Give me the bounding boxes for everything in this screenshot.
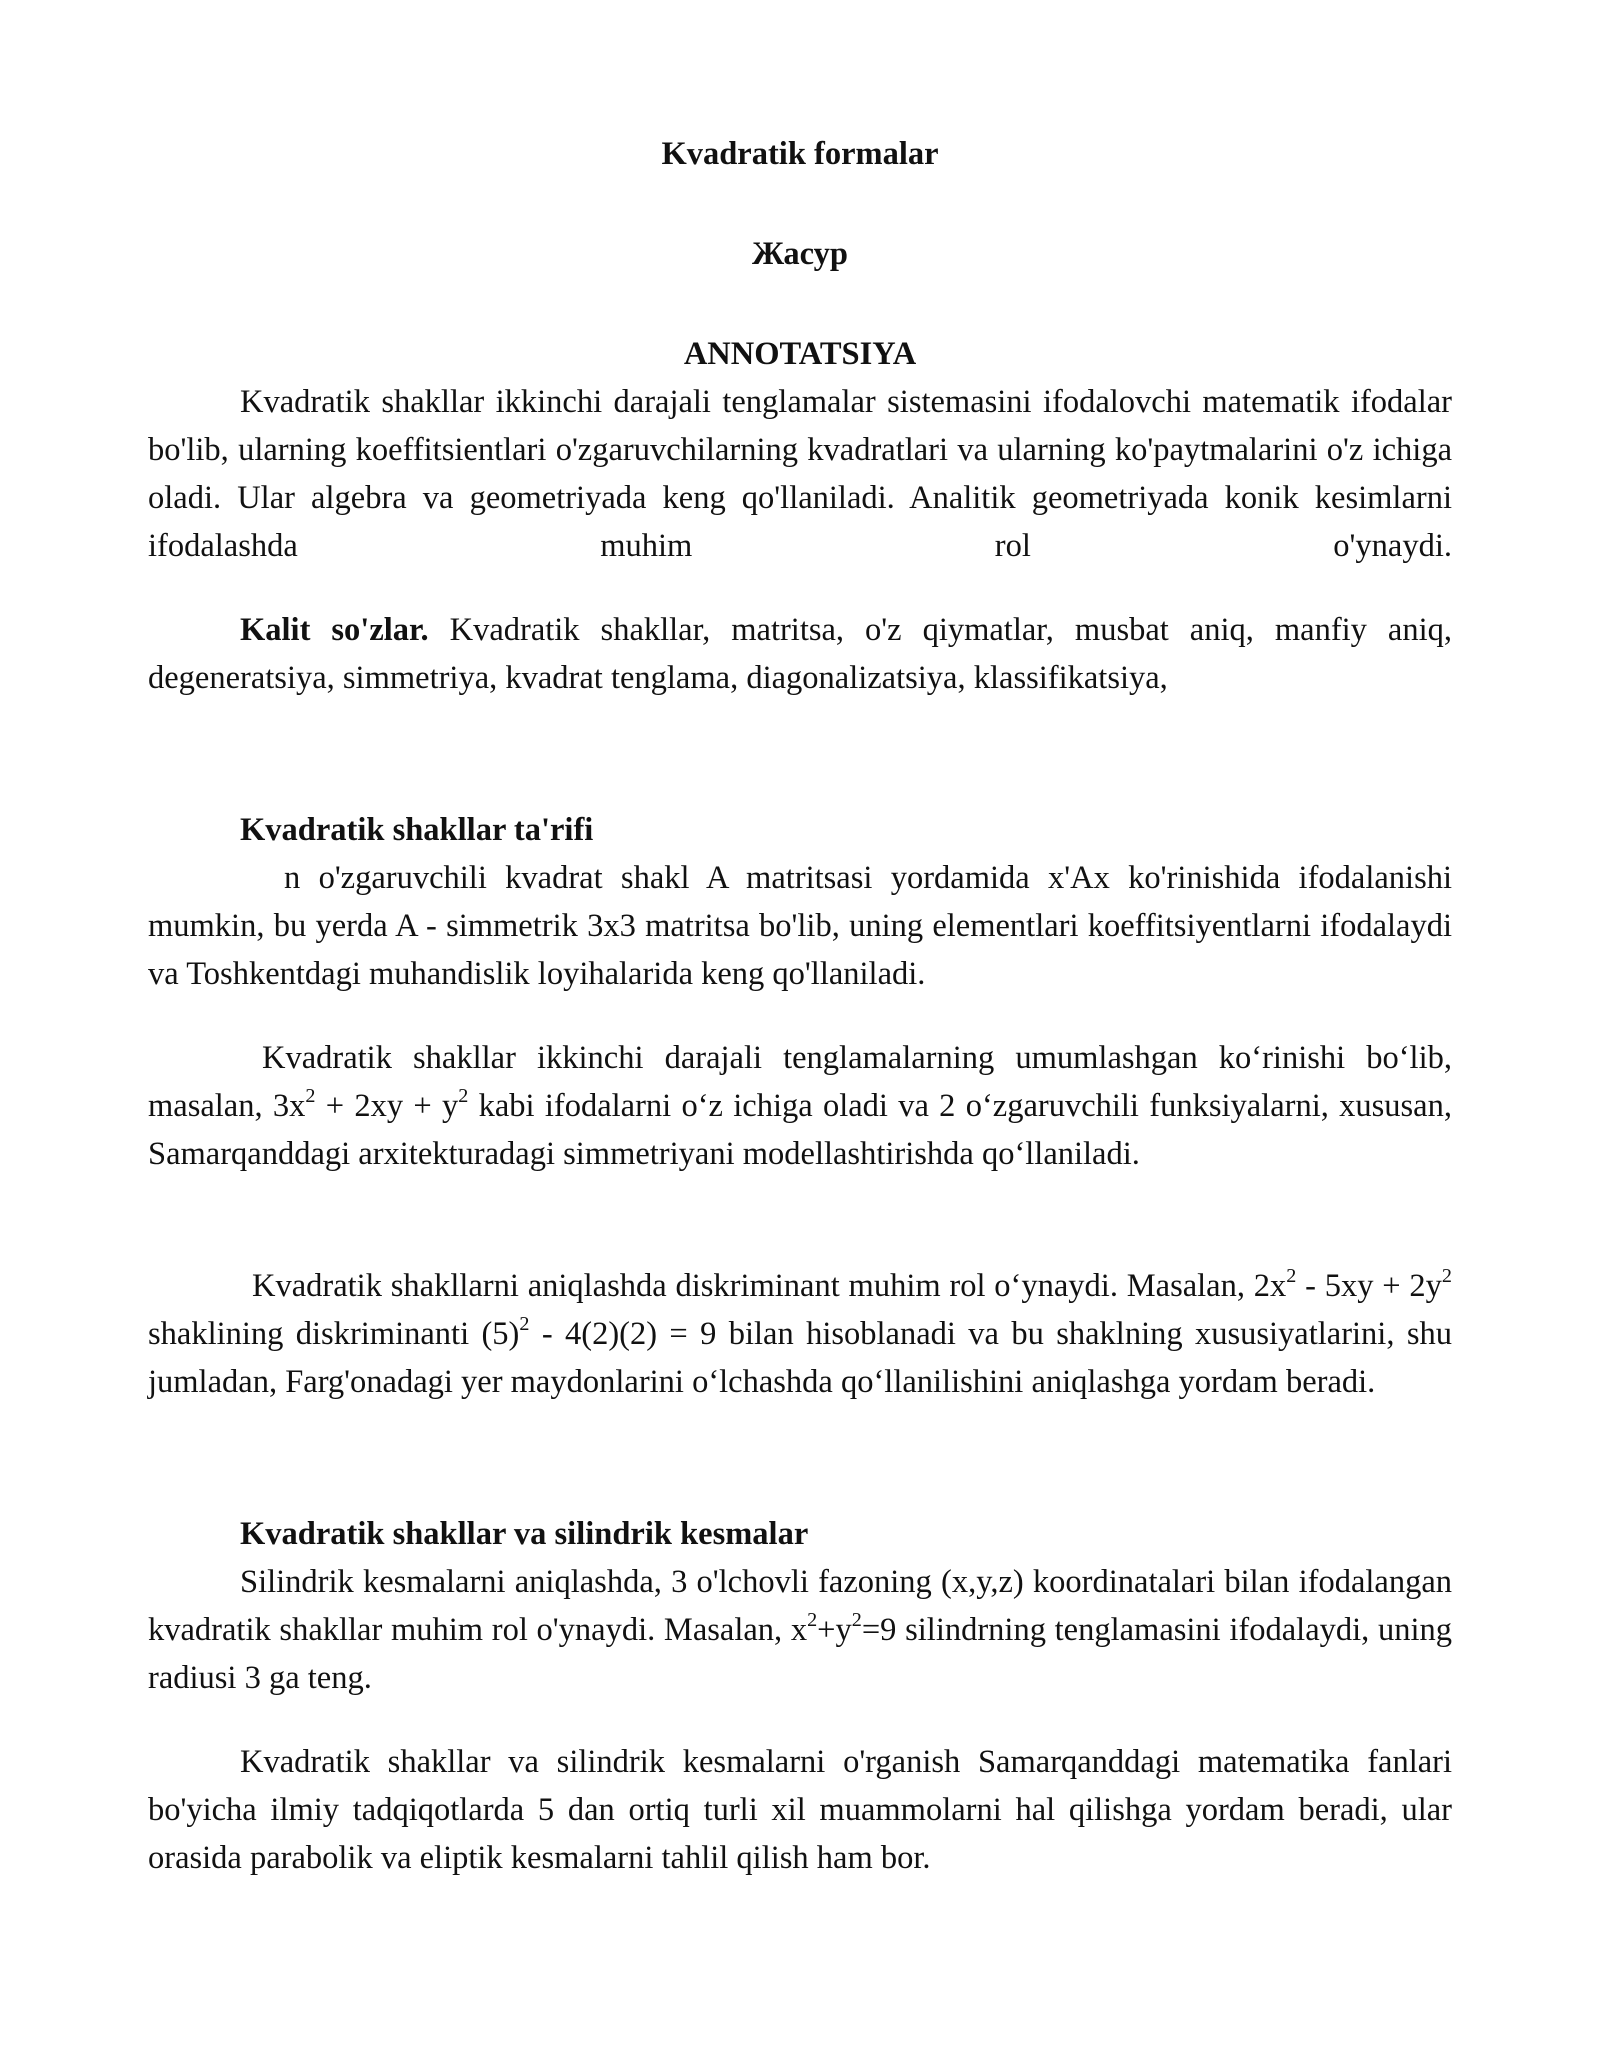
section-heading-definition: Kvadratik shakllar ta'rifi xyxy=(240,812,594,848)
keywords-paragraph xyxy=(148,606,1452,702)
annotation-block xyxy=(148,378,1452,570)
document-title: Kvadratik formalar xyxy=(661,136,939,172)
keywords-block xyxy=(148,606,1452,702)
section2-paragraph-2-block xyxy=(148,1738,1452,1882)
keywords-text: Kvadratik shakllar, matritsa, o'z qiymatlar, musbat aniq, manfiy aniq, degeneratsiya, simmetriya, kvadrat tenglama, diagonalizatsiya, klassifikatsiya, xyxy=(148,612,1452,696)
section1-paragraph-3-block xyxy=(148,1262,1452,1406)
section1-paragraph-1: n o'zgaruvchili kvadrat shakl A matritsasi yordamida x'Ax ko'rinishida ifodalanishi mumkin, bu yerda A - simmetrik 3x3 matritsa bo'lib, uning elementlari koeffitsiyentlarni ifodalaydi va Toshkentdagi muhandislik loyihalarida keng qo'llaniladi. xyxy=(148,860,1452,992)
section2-paragraph-2: Kvadratik shakllar va silindrik kesmalarni o'rganish Samarqanddagi matematika fanlari bo'yicha ilmiy tadqiqotlarda 5 dan ortiq turli xil muammolarni hal qilishga yordam beradi, ular orasida parabolik va eliptik kesmalarni tahlil qilish ham bor. xyxy=(148,1744,1452,1876)
author-name: Жасур xyxy=(752,236,848,272)
section1-paragraph-2-block xyxy=(148,1034,1452,1178)
annotation-heading: ANNOTATSIYA xyxy=(683,336,917,372)
keywords-label: Kalit so'zlar. xyxy=(240,612,429,648)
section1-paragraph-3: Kvadratik shakllarni aniqlashda diskriminant muhim rol o‘ynaydi. Masalan, $2x^2 - 5xy + 2y^2$ shaklining diskriminanti $(5)^2 - 4(2)(2) = 9$ bilan hisoblanadi va bu shaklning xususiyatlarini, shu jumladan, Farg'onadagi yer maydonlarini o‘lchashda qo‘llanilishini aniqlashga yordam beradi. xyxy=(148,1265,1452,1400)
section2-paragraph-1: Silindrik kesmalarni aniqlashda, 3 o'lchovli fazoning (x,y,z) koordinatalari bilan ifodalangan kvadratik shakllar muhim rol o'ynaydi. Masalan, $x^2+y^2=9$ silindrning tenglamasini ifodalaydi, uning radiusi 3 ga teng. xyxy=(148,1564,1452,1696)
section-heading-cylindrical: Kvadratik shakllar va silindrik kesmalar xyxy=(240,1516,809,1552)
section2-paragraph-1-block xyxy=(148,1558,1452,1702)
section1-paragraph-2: Kvadratik shakllar ikkinchi darajali tenglamalarning umumlashgan ko‘rinishi bo‘lib, masalan, $3x^2 + 2xy + y^2$ kabi ifodalarni o‘z ichiga oladi va 2 o‘zgaruvchili funksiyalarni, xususan, Samarqanddagi arxitekturadagi simmetriyani modellashtirishda qo‘llaniladi. xyxy=(148,1040,1452,1172)
annotation-paragraph: Kvadratik shakllar ikkinchi darajali tenglamalar sistemasini ifodalovchi matematik ifodalar bo'lib, ularning koeffitsientlari o'zgaruvchilarning kvadratlari va ularning ko'paytmalarini o'z ichiga oladi. Ular algebra va geometriyada keng qo'llaniladi. Analitik geometriyada konik kesimlarni ifodalashda muhim rol o'ynaydi. xyxy=(148,384,1452,564)
section1-paragraph-1-block xyxy=(148,854,1452,998)
